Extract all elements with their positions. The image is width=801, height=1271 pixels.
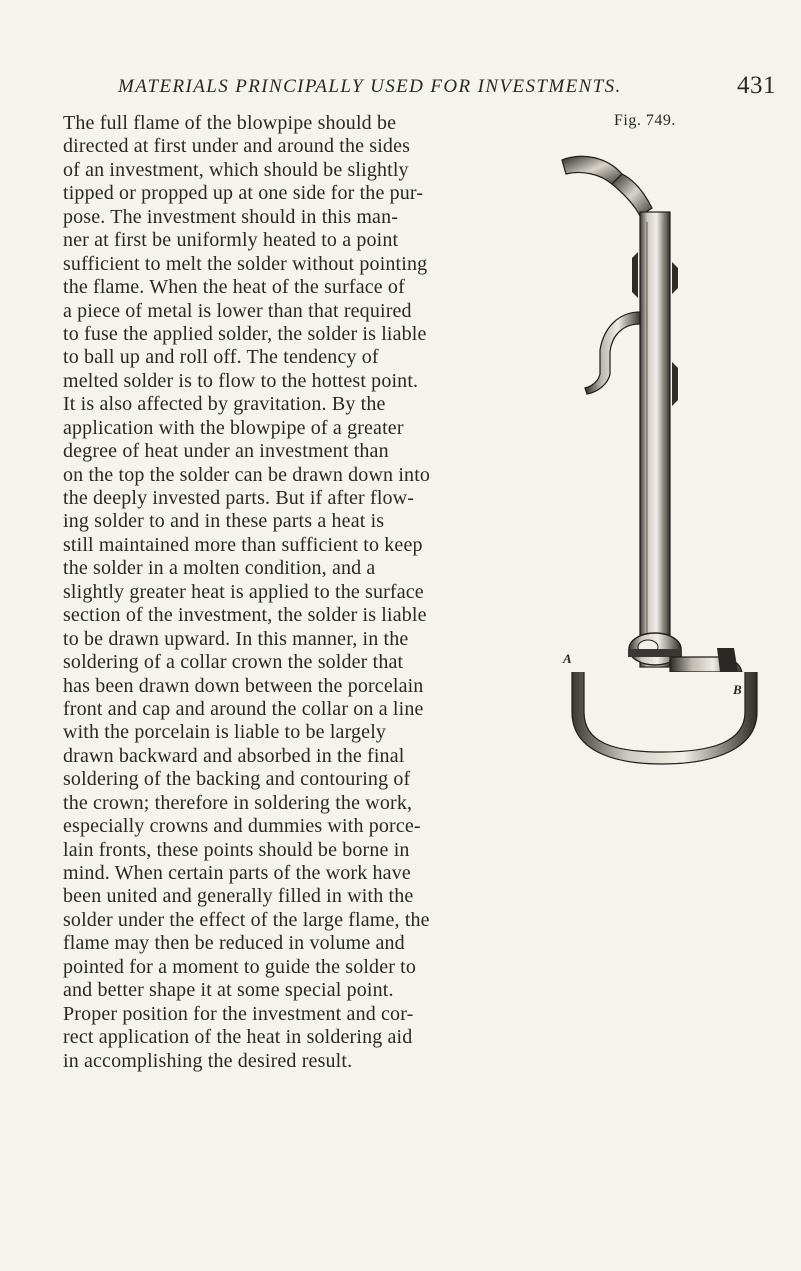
u-bend: [572, 672, 757, 764]
figure-label-a: A: [563, 651, 572, 666]
text-line: melted solder is to flow to the hottest point.: [63, 369, 419, 392]
text-line: to be drawn upward. In this manner, in the: [63, 627, 409, 650]
text-line: has been drawn down between the porcelain: [63, 674, 424, 697]
text-line: ner at first be uniformly heated to a point: [63, 229, 399, 252]
figure-caption: Fig. 749.: [614, 112, 676, 129]
text-line: on the top the solder can be drawn down into: [63, 463, 431, 486]
left-hook-tube: [585, 312, 640, 394]
text-line: mind. When certain parts of the work have: [63, 862, 411, 884]
text-line: solder under the effect of the large flame, the: [63, 908, 430, 931]
running-head: [0, 70, 801, 110]
figure-label-b: B: [733, 682, 742, 697]
text-line: tipped or propped up at one side for the pur-: [63, 182, 424, 205]
text-line: especially crowns and dummies with porce-: [63, 815, 421, 838]
text-line: lain fronts, these points should be borne in: [63, 838, 410, 861]
text-line: slightly greater heat is applied to the surface: [63, 580, 424, 603]
text-line: the flame. When the heat of the surface of: [63, 276, 405, 299]
blowpipe-lower-section: [552, 672, 790, 772]
text-line: the deeply invested parts. But if after flow-: [63, 487, 415, 509]
text-line: rect application of the heat in soldering aid: [63, 1026, 413, 1049]
text-line: It is also affected by gravitation. By the: [63, 393, 386, 416]
text-line: been united and generally filled in with the: [63, 885, 414, 908]
text-line: The full flame of the blowpipe should be: [63, 112, 397, 134]
text-line: of an investment, which should be slightly: [63, 158, 409, 181]
mouthpiece: [562, 156, 622, 184]
text-line: the solder in a molten condition, and a: [63, 557, 376, 580]
figure-blowpipe-illustration: [552, 112, 790, 697]
running-title: MATERIALS PRINCIPALLY USED FOR INVESTMENTS.: [118, 76, 622, 97]
text-line: application with the blowpipe of a greater: [63, 416, 404, 439]
text-line: pose. The investment should in this man-: [63, 205, 399, 228]
text-line: drawn backward and absorbed in the final: [63, 744, 405, 767]
text-line: flame may then be reduced in volume and: [63, 932, 405, 955]
main-tube: [640, 212, 670, 667]
text-line: ing solder to and in these parts a heat is: [63, 510, 385, 533]
text-line: the crown; therefore in soldering the work,: [63, 791, 413, 814]
text-line: sufficient to melt the solder without pointing: [63, 252, 428, 275]
text-line: a piece of metal is lower than that required: [63, 299, 412, 322]
text-line: directed at first under and around the sides: [63, 135, 411, 158]
text-line: soldering of the backing and contouring of: [63, 768, 411, 791]
text-line: to ball up and roll off. The tendency of: [63, 346, 379, 369]
text-line: with the porcelain is liable to be largely: [63, 721, 387, 744]
text-line: section of the investment, the solder is liable: [63, 604, 427, 627]
page-number: 431: [737, 72, 776, 99]
text-line: in accomplishing the desired result.: [63, 1049, 353, 1072]
text-line: pointed for a moment to guide the solder to: [63, 955, 417, 978]
text-line: still maintained more than sufficient to keep: [63, 533, 423, 556]
text-line: to fuse the applied solder, the solder is liable: [63, 322, 427, 345]
text-line: Proper position for the investment and cor-: [63, 1002, 414, 1025]
text-line: soldering of a collar crown the solder that: [63, 651, 404, 674]
text-line: and better shape it at some special point.: [63, 979, 394, 1002]
blowpipe-illustration: [552, 112, 790, 672]
text-line: front and cap and around the collar on a line: [63, 697, 424, 720]
text-line: degree of heat under an investment than: [63, 440, 389, 463]
